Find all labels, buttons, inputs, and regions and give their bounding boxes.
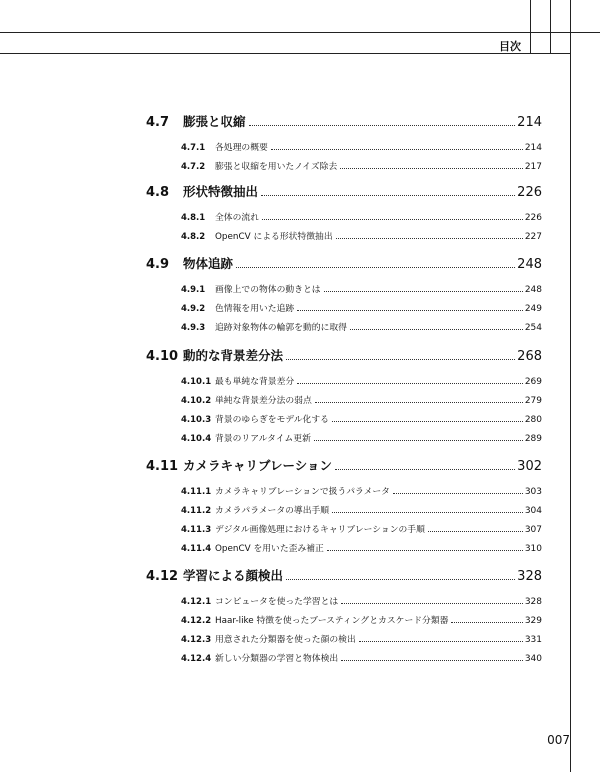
toc-subsection-4-11-3[interactable]: [146, 521, 542, 535]
dot-leader: [327, 550, 523, 551]
subsection-number: 4.12.2: [181, 616, 212, 626]
toc-subsection-4-7-1[interactable]: [146, 139, 542, 153]
page-right-rule: [570, 0, 571, 772]
subsection-title: 単純な背景差分法の弱点: [215, 396, 312, 406]
dot-leader: [286, 359, 515, 360]
toc-subsection-4-12-1[interactable]: [146, 593, 542, 607]
toc-subsection-4-10-2[interactable]: [146, 392, 542, 406]
subsection-page: 269: [524, 377, 542, 387]
dot-leader: [393, 493, 523, 494]
subsection-number: 4.9.2: [181, 304, 206, 314]
subsection-page: 226: [524, 213, 542, 223]
subsection-number: 4.12.1: [181, 597, 212, 607]
header-divider-1: [530, 0, 531, 54]
subsection-page: 280: [524, 415, 542, 425]
subsection-number: 4.8.1: [181, 213, 206, 223]
dot-leader: [236, 267, 515, 268]
subsection-title: 画像上での物体の動きとは: [215, 285, 321, 295]
subsection-number: 4.10.2: [181, 396, 212, 406]
header-divider-2: [550, 0, 551, 54]
dot-leader: [340, 168, 523, 169]
toc-section-4-8[interactable]: [146, 182, 542, 200]
dot-leader: [341, 603, 523, 604]
subsection-number: 4.9.1: [181, 285, 206, 295]
subsection-page: 249: [524, 304, 542, 314]
subsection-title: OpenCV を用いた歪み補正: [215, 544, 324, 554]
page-number: 007: [547, 733, 570, 747]
subsection-title: OpenCV による形状特徴抽出: [215, 232, 333, 242]
subsection-title: カメラパラメータの導出手順: [215, 506, 330, 516]
subsection-title: デジタル画像処理におけるキャリブレーションの手順: [215, 525, 425, 535]
subsection-title: コンピュータを使った学習とは: [215, 597, 339, 607]
dot-leader: [336, 238, 523, 239]
toc-subsection-4-10-1[interactable]: [146, 373, 542, 387]
toc-subsection-4-11-2[interactable]: [146, 502, 542, 516]
subsection-number: 4.8.2: [181, 232, 206, 242]
section-number: 4.8: [146, 185, 170, 200]
toc-section-4-11[interactable]: [146, 456, 542, 474]
subsection-number: 4.10.4: [181, 434, 212, 444]
subsection-title: カメラキャリブレーションで扱うパラメータ: [215, 487, 390, 497]
section-title: カメラキャリブレーション: [183, 458, 333, 473]
toc-subsection-4-10-3[interactable]: [146, 411, 542, 425]
section-title: 物体追跡: [183, 256, 234, 271]
subsection-page: 304: [524, 506, 542, 516]
section-page: 214: [517, 115, 542, 130]
subsection-number: 4.9.3: [181, 323, 206, 333]
subsection-number: 4.7.2: [181, 162, 206, 172]
dot-leader: [332, 512, 523, 513]
subsection-title: 全体の流れ: [215, 213, 259, 223]
toc-section-4-7[interactable]: [146, 112, 542, 130]
subsection-title: 各処理の概要: [215, 143, 268, 153]
subsection-page: 254: [524, 323, 542, 333]
subsection-page: 303: [524, 487, 542, 497]
dot-leader: [350, 329, 523, 330]
section-title: 学習による顔検出: [183, 568, 284, 583]
subsection-page: 289: [524, 434, 542, 444]
section-number: 4.7: [146, 115, 170, 130]
section-number: 4.12: [146, 569, 179, 584]
subsection-page: 329: [524, 616, 542, 626]
dot-leader: [286, 579, 515, 580]
subsection-number: 4.7.1: [181, 143, 206, 153]
section-title: 動的な背景差分法: [183, 348, 284, 363]
toc-subsection-4-12-4[interactable]: [146, 650, 542, 664]
subsection-page: 227: [524, 232, 542, 242]
subsection-number: 4.12.3: [181, 635, 212, 645]
subsection-title: 膨張と収縮を用いたノイズ除去: [215, 162, 338, 172]
header-title: 目次: [499, 40, 521, 53]
toc-section-4-10[interactable]: [146, 346, 542, 364]
dot-leader: [249, 125, 516, 126]
toc-subsection-4-9-1[interactable]: [146, 281, 542, 295]
section-number: 4.11: [146, 459, 179, 474]
toc-subsection-4-12-3[interactable]: [146, 631, 542, 645]
toc-subsection-4-11-1[interactable]: [146, 483, 542, 497]
subsection-title: 最も単純な背景差分: [215, 377, 295, 387]
subsection-page: 340: [524, 654, 542, 664]
section-page: 226: [517, 185, 542, 200]
subsection-title: 背景のゆらぎをモデル化する: [215, 415, 329, 425]
section-page: 328: [517, 569, 542, 584]
section-page: 268: [517, 349, 542, 364]
toc-subsection-4-10-4[interactable]: [146, 430, 542, 444]
dot-leader: [297, 383, 523, 384]
section-number: 4.10: [146, 349, 179, 364]
subsection-page: 217: [524, 162, 542, 172]
dot-leader: [332, 421, 523, 422]
section-number: 4.9: [146, 257, 170, 272]
dot-leader: [451, 622, 522, 623]
dot-leader: [271, 149, 523, 150]
header-bottom-rule: [0, 53, 570, 54]
dot-leader: [261, 195, 515, 196]
section-page: 302: [517, 459, 542, 474]
subsection-page: 248: [524, 285, 542, 295]
section-title: 形状特徴抽出: [183, 184, 259, 199]
subsection-title: Haar-like 特徴を使ったブースティングとカスケード分類器: [215, 616, 449, 626]
dot-leader: [428, 531, 523, 532]
section-title: 膨張と収縮: [183, 114, 246, 129]
subsection-number: 4.12.4: [181, 654, 212, 664]
subsection-title: 色情報を用いた追跡: [215, 304, 295, 314]
toc-section-4-12[interactable]: [146, 566, 542, 584]
subsection-page: 331: [524, 635, 542, 645]
subsection-page: 279: [524, 396, 542, 406]
subsection-number: 4.11.2: [181, 506, 212, 516]
header-top-rule: [0, 32, 600, 33]
subsection-page: 328: [524, 597, 542, 607]
toc-section-4-9[interactable]: [146, 254, 542, 272]
dot-leader: [297, 310, 523, 311]
dot-leader: [324, 291, 523, 292]
toc-subsection-4-9-3[interactable]: [146, 319, 542, 333]
subsection-page: 307: [524, 525, 542, 535]
toc-subsection-4-12-2[interactable]: [146, 612, 542, 626]
toc-subsection-4-8-2[interactable]: [146, 228, 542, 242]
toc-subsection-4-7-2[interactable]: [146, 158, 542, 172]
dot-leader: [335, 469, 515, 470]
subsection-title: 背景のリアルタイム更新: [215, 434, 311, 444]
subsection-title: 用意された分類器を使った顔の検出: [215, 635, 356, 645]
subsection-number: 4.11.3: [181, 525, 212, 535]
subsection-page: 214: [524, 143, 542, 153]
dot-leader: [262, 219, 523, 220]
subsection-number: 4.10.3: [181, 415, 212, 425]
section-page: 248: [517, 257, 542, 272]
dot-leader: [341, 660, 523, 661]
subsection-number: 4.11.1: [181, 487, 212, 497]
toc-subsection-4-9-2[interactable]: [146, 300, 542, 314]
subsection-page: 310: [524, 544, 542, 554]
dot-leader: [359, 641, 523, 642]
subsection-number: 4.10.1: [181, 377, 212, 387]
toc-subsection-4-11-4[interactable]: [146, 540, 542, 554]
subsection-number: 4.11.4: [181, 544, 212, 554]
dot-leader: [314, 440, 523, 441]
toc-subsection-4-8-1[interactable]: [146, 209, 542, 223]
subsection-title: 追跡対象物体の輪郭を動的に取得: [215, 323, 347, 333]
dot-leader: [315, 402, 523, 403]
subsection-title: 新しい分類器の学習と物体検出: [215, 654, 339, 664]
